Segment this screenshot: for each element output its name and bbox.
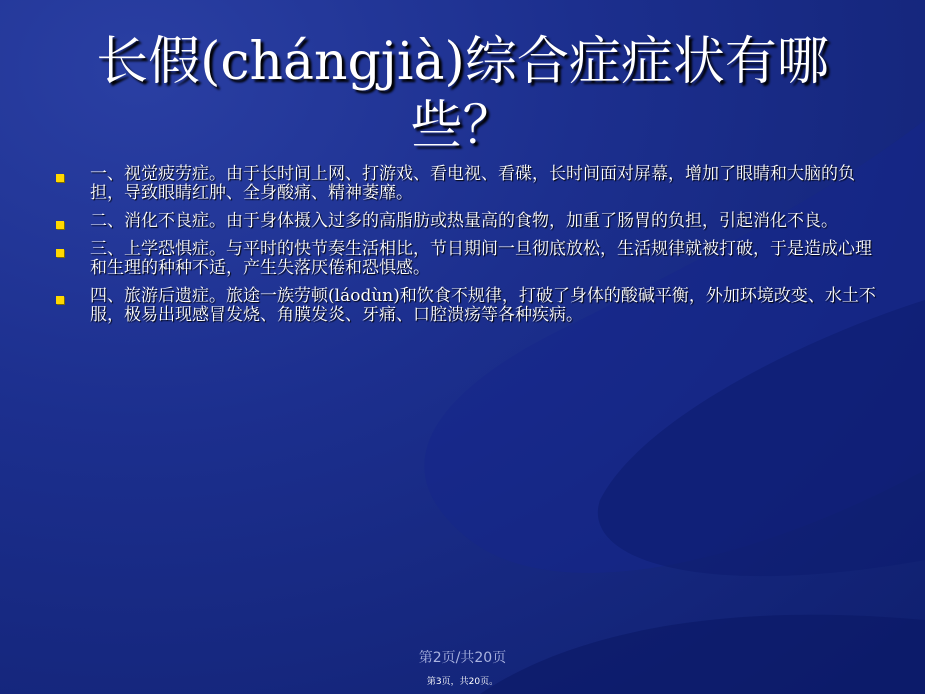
- bullet-square-icon: [56, 221, 64, 229]
- bullet-text: 二、消化不良症。由于身体摄入过多的高脂肪或热量高的食物，加重了肠胃的负担，引起消化不良。: [90, 211, 838, 231]
- bullet-item-school-phobia: [54, 240, 884, 278]
- bullet-square-icon: [56, 249, 64, 257]
- bullet-item-indigestion: [54, 212, 884, 231]
- page-number: 第2页/共20页: [418, 650, 507, 666]
- bullet-text: 四、旅游后遗症。旅途一族劳顿(láodùn)和饮食不规律，打破了身体的酸碱平衡，外加环境改变、水土不服，极易出现感冒发烧、角膜发炎、牙痛、口腔溃疡等各种疾病。: [90, 286, 876, 325]
- bullet-text: 一、视觉疲劳症。由于长时间上网、打游戏、看电视、看碟，长时间面对屏幕，增加了眼睛和大脑的负担，导致眼睛红肿、全身酸痛、精神萎靡。: [90, 164, 855, 203]
- slide-title: [40, 30, 885, 158]
- bullet-text: 三、上学恐惧症。与平时的快节奏生活相比，节日期间一旦彻底放松，生活规律就被打破，于是造成心理和生理的种种不适，产生失落厌倦和恐惧感。: [90, 239, 872, 278]
- slide-title-line-2: 些？: [410, 96, 515, 156]
- bullet-list: [54, 165, 884, 334]
- bullet-square-icon: [56, 296, 64, 304]
- slide-title-line-1: 长假(chángjià)综合症症状有哪: [96, 32, 829, 92]
- page-sub-label: 第3页，共20页。: [426, 677, 499, 687]
- bullet-square-icon: [56, 174, 64, 182]
- bullet-item-travel-aftereffects: [54, 287, 884, 325]
- bullet-item-visual-fatigue: [54, 165, 884, 203]
